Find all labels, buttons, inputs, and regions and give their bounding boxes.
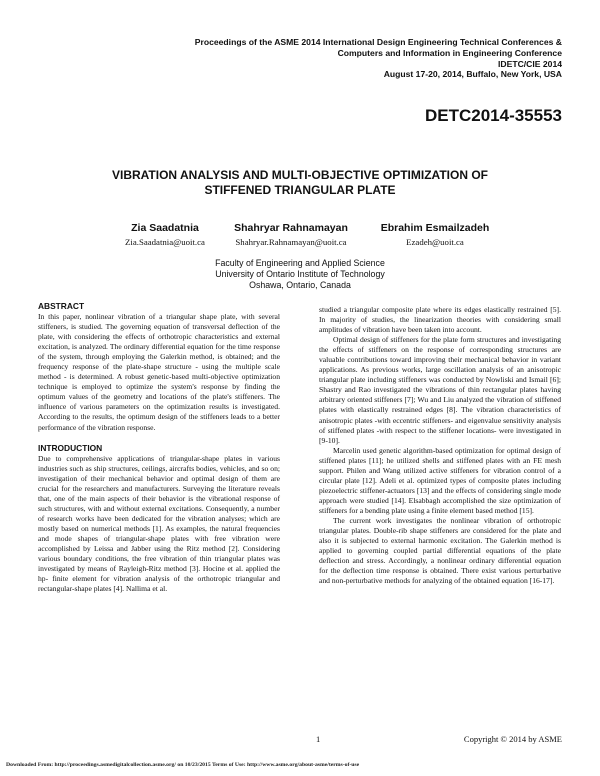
paper-title — [0, 168, 600, 198]
paragraph: Optimal design of stiffeners for the plate form structures and investigating the effects of stiffeners on the response of corresponding structures are valuable contributions toward improving their mechanical behavior in variant applications. As previous works, large oscillation analysis of an anisotropic triangular plate including stiffeners was conducted by Nowliski and Ismail [6]; Shastry and Rao investigated the vibrations of thin rectangular plates having arbitrary oriented stiffeners [7]; Wu and Liu analyzed the vibration of stiffened plates with elastically restrained edges [8]. The vibration characteristics of anisotropic plates -with eccentric stiffeners- and eigenvalue sensitivity analysis of stiffened plates -with respect to the stiffener locations- were investigated in [9-10]. — [319, 335, 561, 445]
paragraph: Marcelin used genetic algorithm-based optimization for optimal design of stiffened plates [11]; he utilized shells and stiffened plates with an FE mesh support. Philen and Wang utilized active stiffeners for vibration control of a circular plate [12]. Adeli et al. optimized types of composite plates including piezoelectric stiffener-actuators [13] and the effects of considering single mode approach were studied [14]. Elsabbagh accomplished the size optimization of stiffeners for a bending plate using a finite element based method [15]. — [319, 445, 561, 515]
conference-line-4: August 17-20, 2014, Buffalo, New York, USA — [383, 69, 562, 80]
author-1 — [100, 222, 230, 247]
conference-line-3: IDETC/CIE 2014 — [498, 58, 562, 69]
affiliation — [0, 258, 600, 291]
author-name: Ebrahim Esmailzadeh — [380, 222, 490, 234]
title-line-1: VIBRATION ANALYSIS AND MULTI-OBJECTIVE OPTIMIZATION OF — [111, 168, 488, 182]
abstract-heading: ABSTRACT — [38, 301, 85, 311]
conference-line-1: Proceedings of the ASME 2014 International Design Engineering Technical Conferences & — [194, 37, 562, 47]
author-2 — [216, 222, 366, 247]
author-email[interactable]: Zia.Saadatnia@uoit.ca — [125, 237, 205, 247]
author-name: Zia Saadatnia — [131, 222, 199, 234]
affiliation-line-2: University of Ontario Institute of Technology — [215, 269, 385, 279]
paragraph: studied a triangular composite plate where its edges elastically restrained [5]. In majority of studies, the linearization theories with considering small amplitudes of vibration have been taken into account. — [319, 305, 561, 335]
page-number: 1 — [316, 734, 321, 744]
paper-id: DETC2014-35553 — [424, 106, 562, 125]
paragraph: The current work investigates the nonlinear vibration of orthotropic triangular plates. Double-rib shape stiffeners are considered for the plate and also it is subjected to external harmonic excitation. The Galerkin method is applied to governing coupled partial differential equations of the plate deflection and stress. Accordingly, a nonlinear ordinary differential equation for the deflection time response is obtained. There exist various perturbative and non-perturbative methods for analyzing of the obtained equation [16-17]. — [319, 515, 561, 586]
title-line-2: STIFFENED TRIANGULAR PLATE — [204, 183, 396, 197]
conference-header — [122, 37, 562, 80]
download-notice[interactable]: Downloaded From: http://proceedings.asmedigitalcollection.asme.org/ on 10/23/2015 Terms of Use: http://www.asme.org/about-asme/terms-of-use — [6, 762, 360, 768]
left-column — [38, 301, 280, 594]
introduction-text: Due to comprehensive applications of triangular-shape plates in various industries such as ship structures, ceilings, aircrafts bodies, vehicles, and so on; investigation of their mechanical behavior and optimal design of them are crucial for the researchers and manufacturers. Surveying the literature reveals that, one of the main aspects of their behavior is the vibrational response of such structures, with and without external excitations. Consequently, a number of research works have been dedicated for the vibration analyses; which are mostly based on numerical methods [1]. As examples, the natural frequencies and mode shapes of triangular-shape plates with free vibration were accomplished by Leissa and Jabber using the Ritz method [2]. Considering various boundary conditions, the free vibration of thin triangular plates was investigated by means of Rayleigh-Ritz method [3]. Hocine et al. applied the hp- finite element for vibration analysis of the orthotropic triangular and rectangular-shape plates [4]. Nallima et al. — [38, 453, 280, 594]
affiliation-line-1: Faculty of Engineering and Applied Science — [215, 258, 385, 268]
author-3 — [360, 222, 510, 247]
affiliation-line-3: Oshawa, Ontario, Canada — [249, 280, 351, 290]
author-name: Shahryar Rahnamayan — [234, 222, 348, 234]
copyright-notice: Copyright © 2014 by ASME — [463, 734, 562, 744]
author-email[interactable]: Shahryar.Rahnamayan@uoit.ca — [235, 237, 347, 247]
abstract-text: In this paper, nonlinear vibration of a triangular shape plate, with several stiffeners, is studied. The governing equation of transversal deflection of the plate, with considering the effects of orthotropic characteristics and external excitation, is analyzed. The ordinary differential equation for the time response of the system, through employing the Galerkin method, is obtained; and the frequency response of the plate-shape structure - using the multiple scale method - is determined. A robust genetic-based multi-objective optimization technique is employed to optimize the system's response by finding the optimum values of the geometry and locations of the plate's stiffeners. The influence of various parameters on the optimization results is investigated. According to the results, the optimum design of the stiffeners leads to a better performance of the vibration response. — [38, 312, 280, 432]
author-email[interactable]: Ezadeh@uoit.ca — [406, 237, 464, 247]
introduction-heading: INTRODUCTION — [38, 442, 103, 453]
conference-line-2: Computers and Information in Engineering Conference — [337, 47, 562, 58]
right-column — [319, 305, 561, 586]
